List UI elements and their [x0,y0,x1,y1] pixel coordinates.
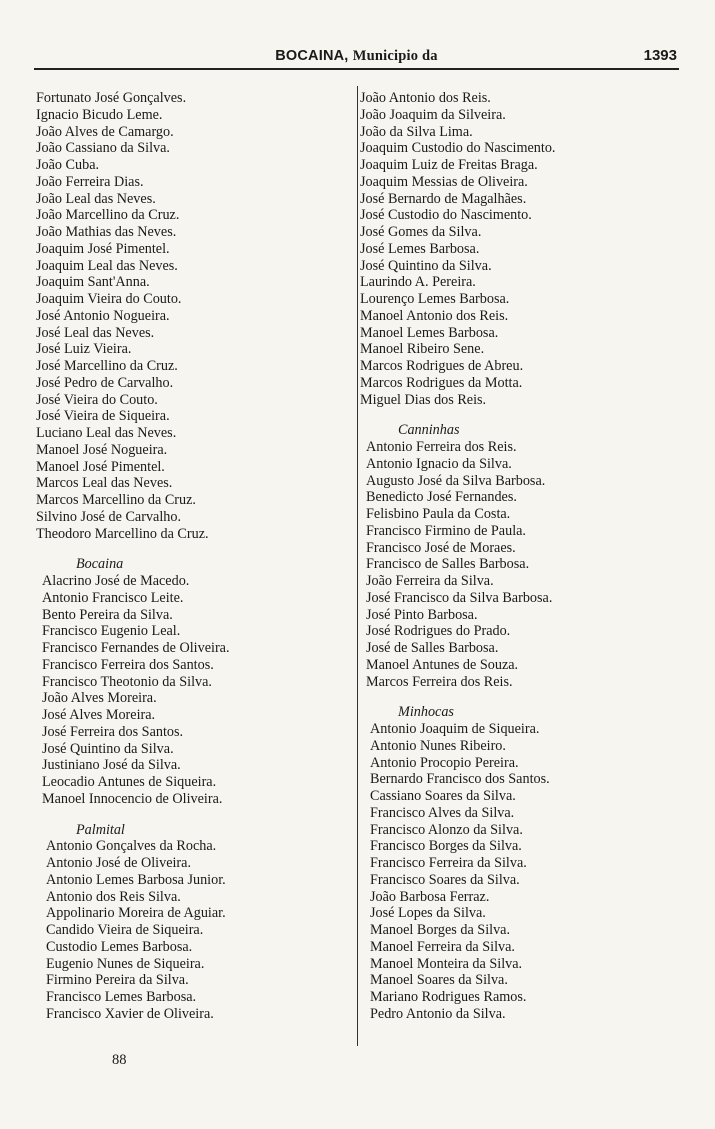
list-item: João Alves de Camargo. [36,123,174,140]
list-item: José Bernardo de Magalhães. [360,190,527,207]
list-item: José Leal das Neves. [36,324,155,341]
list-item: Custodio Lemes Barbosa. [46,938,193,955]
list-item: Marcos Rodrigues da Motta. [360,374,523,391]
list-item: Benedicto José Fernandes. [366,489,517,506]
list-item: José Pedro de Carvalho. [36,374,174,391]
left-column [36,90,354,1023]
list-item: Fortunato José Gonçalves. [36,90,187,106]
list-item: Manoel Lemes Barbosa. [360,324,499,341]
left-section-heading-bocaina: Bocaina [76,556,124,573]
list-item: Justiniano José da Silva. [42,757,181,774]
list-item: Manoel Innocencio de Oliveira. [42,790,223,807]
right-section-heading-canninhas: Canninhas [398,422,460,439]
list-item: José Pinto Barbosa. [366,606,478,623]
list-item: Manoel Soares da Silva. [370,972,508,989]
list-item: José Gomes da Silva. [360,224,482,240]
list-item: João Cassiano da Silva. [36,140,170,157]
list-item: Appolinario Moreira de Aguiar. [46,905,226,922]
list-item: Antonio Ignacio da Silva. [366,455,512,472]
list-item: Antonio Francisco Leite. [42,589,184,606]
right-section-canninhas [360,439,680,690]
list-item: José Luiz Vieira. [36,341,132,358]
left-section-bocaina [36,573,354,808]
list-item: Joaquim Sant'Anna. [36,274,150,291]
list-item: Marcos Ferreira dos Reis. [366,673,513,690]
list-item: Francisco Eugenio Leal. [42,623,181,640]
list-item: José Lemes Barbosa. [360,240,480,257]
list-item: José Antonio Nogueira. [36,307,170,324]
left-section-palmital [36,838,354,1022]
list-item: José Quintino da Silva. [360,257,492,274]
list-item: Miguel Dias dos Reis. [360,391,487,408]
list-item: José Vieira do Couto. [36,391,158,408]
list-item: Bernardo Francisco dos Santos. [370,771,550,788]
header-title-strong: BOCAINA, [275,48,349,64]
list-item: João Ferreira Dias. [36,173,144,190]
list-item: Manoel Antunes de Souza. [366,656,519,673]
list-item: Antonio Ferreira dos Reis. [366,439,517,455]
list-item: Francisco Alves da Silva. [370,804,515,821]
list-item: Luciano Leal das Neves. [36,425,177,441]
list-item: Manoel Ferreira da Silva. [370,938,515,955]
list-item: João Antonio dos Reis. [360,90,491,106]
list-item: Francisco Lemes Barbosa. [46,989,197,1005]
list-item: Marcos Rodrigues de Abreu. [360,358,524,374]
list-item: José Quintino da Silva. [42,740,174,757]
list-item: Francisco Ferreira da Silva. [370,855,527,871]
list-item: Manoel José Pimentel. [36,458,165,475]
left-block-1 [36,90,354,542]
list-item: Manoel Monteira da Silva. [370,955,523,972]
list-item: Lourenço Lemes Barbosa. [360,291,510,307]
list-item: José Marcellino da Cruz. [36,358,178,374]
list-item: Antonio Procopio Pereira. [370,754,519,771]
list-item: João Marcellino da Cruz. [36,207,180,224]
list-item: José Alves Moreira. [42,707,156,723]
list-item: Laurindo A. Pereira. [360,274,476,291]
list-item: João Leal das Neves. [36,190,156,207]
right-block-1 [360,90,680,408]
list-item: José Vieira de Siqueira. [36,408,170,425]
list-item: Antonio Lemes Barbosa Junior. [46,871,226,888]
list-item: Bento Pereira da Silva. [42,606,173,623]
header-title [34,48,679,65]
list-item: Francisco de Salles Barbosa. [366,556,530,573]
list-item: Candido Vieira de Siqueira. [46,922,204,938]
list-item: Cassiano Soares da Silva. [370,788,516,804]
list-item: Francisco Fernandes de Oliveira. [42,640,230,656]
list-item: João Joaquim da Silveira. [360,106,506,123]
list-item: José Francisco da Silva Barbosa. [366,589,553,606]
list-item: Joaquim Custodio do Nascimento. [360,140,556,157]
footer-page-number: 88 [112,1052,127,1068]
list-item: Antonio dos Reis Silva. [46,888,181,905]
list-item: Silvino José de Carvalho. [36,508,182,525]
left-section-heading-palmital: Palmital [76,821,125,838]
list-item: Francisco Firmino de Paula. [366,522,526,539]
list-item: João Mathias das Neves. [36,224,177,240]
column-divider [357,86,358,1046]
list-item: José Ferreira dos Santos. [42,723,184,740]
right-section-minhocas [360,721,680,1023]
list-item: Francisco Borges da Silva. [370,838,522,855]
list-item: Felisbino Paula da Costa. [366,506,511,522]
list-item: Manoel Antonio dos Reis. [360,307,509,324]
list-item: Marcos Marcellino da Cruz. [36,492,196,508]
list-item: Joaquim Leal das Neves. [36,257,178,274]
right-column [360,90,680,1023]
list-item: Eugenio Nunes de Siqueira. [46,955,205,972]
header-title-rest: Municipio da [352,48,438,64]
list-item: Antonio Joaquim de Siqueira. [370,721,540,737]
list-item: José de Salles Barbosa. [366,640,499,656]
list-item: João Alves Moreira. [42,690,157,707]
list-item: Francisco José de Moraes. [366,539,516,556]
list-item: Pedro Antonio da Silva. [370,1005,506,1022]
list-item: Francisco Theotonio da Silva. [42,673,212,690]
list-item: Joaquim Luiz de Freitas Braga. [360,157,538,173]
list-item: Mariano Rodrigues Ramos. [370,989,527,1005]
list-item: José Custodio do Nascimento. [360,207,532,224]
list-item: Ignacio Bicudo Leme. [36,106,163,123]
list-item: João Cuba. [36,157,100,173]
list-item: Francisco Alonzo da Silva. [370,821,523,838]
list-item: João Barbosa Ferraz. [370,888,490,905]
list-item: Joaquim Vieira do Couto. [36,291,182,307]
list-item: Manoel Borges da Silva. [370,922,511,938]
list-item: José Rodrigues do Prado. [366,623,511,640]
list-item: Francisco Xavier de Oliveira. [46,1005,214,1022]
list-item: Augusto José da Silva Barbosa. [366,472,546,489]
list-item: Joaquim José Pimentel. [36,240,170,257]
list-item: Francisco Soares da Silva. [370,871,520,888]
list-item: João da Silva Lima. [360,123,473,140]
list-item: João Ferreira da Silva. [366,573,494,589]
list-item: Marcos Leal das Neves. [36,475,173,492]
list-item: José Lopes da Silva. [370,905,486,922]
list-item: Leocadio Antunes de Siqueira. [42,774,217,790]
list-item: Alacrino José de Macedo. [42,573,190,589]
list-item: Antonio Gonçalves da Rocha. [46,838,217,855]
right-section-heading-minhocas: Minhocas [398,704,454,721]
list-item: Theodoro Marcellino da Cruz. [36,525,209,542]
list-item: Francisco Ferreira dos Santos. [42,656,214,673]
list-item: Antonio Nunes Ribeiro. [370,737,506,754]
list-item: Manoel Ribeiro Sene. [360,341,485,358]
list-item: Firmino Pereira da Silva. [46,972,189,989]
list-item: Joaquim Messias de Oliveira. [360,173,528,190]
list-item: Antonio José de Oliveira. [46,855,191,871]
list-item: Manoel José Nogueira. [36,441,168,458]
page-header [34,44,679,70]
header-page-number: 1393 [643,47,677,64]
